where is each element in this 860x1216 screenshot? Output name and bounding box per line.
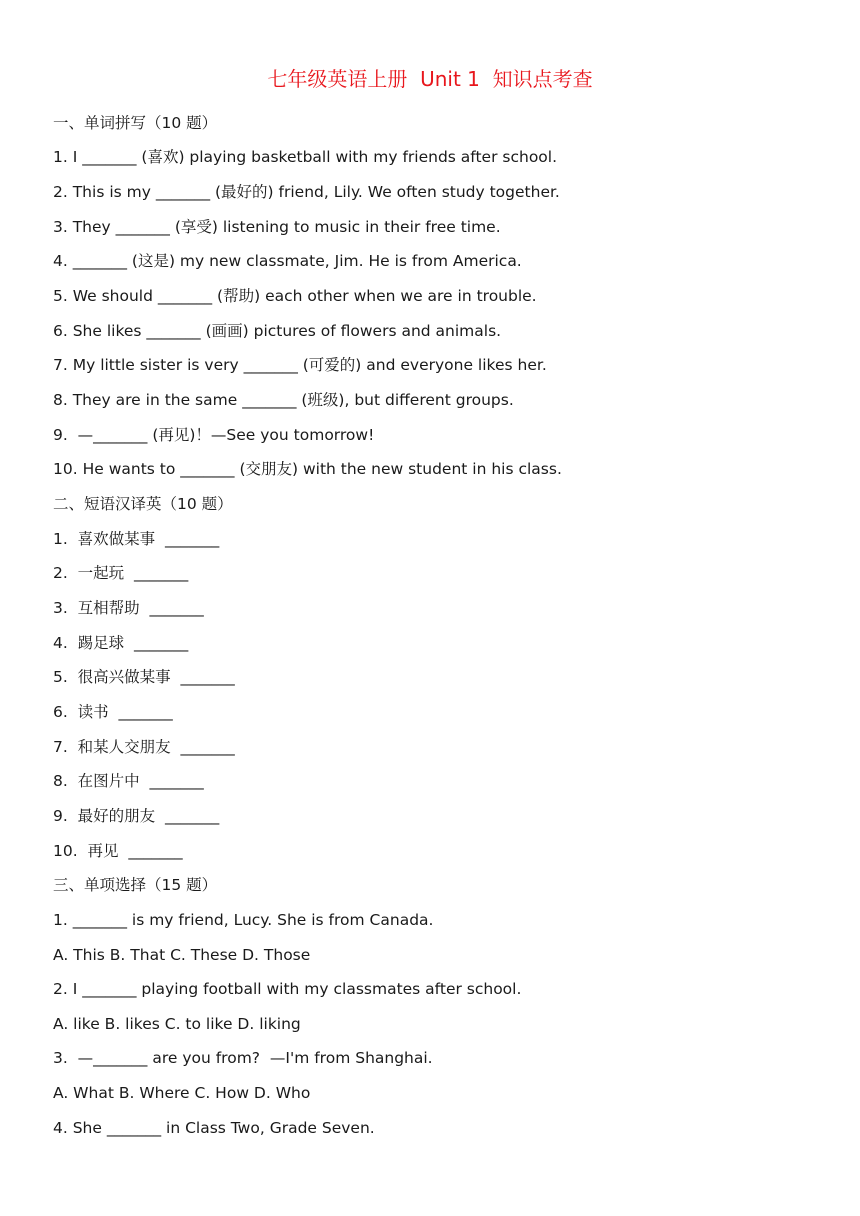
document-title: 七年级英语上册 Unit 1 知识点考查	[267, 67, 593, 91]
question-line: 4. _______ (这是) my new classmate, Jim. He is from America.	[53, 252, 522, 270]
phrase-line: 1. 喜欢做某事 _______	[53, 530, 220, 548]
question-line: 9. —_______ (再见)！—See you tomorrow!	[53, 426, 375, 444]
phrase-line: 9. 最好的朋友 _______	[53, 807, 220, 825]
choice-options: A. What B. Where C. How D. Who	[53, 1084, 311, 1102]
question-line: 1. I _______ (喜欢) playing basketball with my friends after school.	[53, 148, 558, 166]
question-line: 6. She likes _______ (画画) pictures of flowers and animals.	[53, 322, 502, 340]
phrase-line: 4. 踢足球 _______	[53, 634, 189, 652]
phrase-line: 5. 很高兴做某事 _______	[53, 668, 235, 686]
choice-options: A. This B. That C. These D. Those	[53, 946, 311, 964]
phrase-line: 7. 和某人交朋友 _______	[53, 738, 235, 756]
section-heading-word-spelling: 一、单词拼写（10 题）	[53, 114, 218, 132]
phrase-line: 2. 一起玩 _______	[53, 564, 189, 582]
choice-question-stem: 4. She _______ in Class Two, Grade Seven.	[53, 1119, 375, 1137]
phrase-line: 8. 在图片中 _______	[53, 772, 204, 790]
question-line: 7. My little sister is very _______ (可爱的) and everyone likes her.	[53, 356, 547, 374]
choice-question-stem: 2. I _______ playing football with my classmates after school.	[53, 980, 522, 998]
choice-question-stem: 3. —_______ are you from? —I'm from Shanghai.	[53, 1049, 433, 1067]
phrase-line: 10. 再见 _______	[53, 842, 183, 860]
section-heading-multiple-choice: 三、单项选择（15 题）	[53, 876, 218, 894]
choice-options: A. like B. likes C. to like D. liking	[53, 1015, 301, 1033]
choice-question-stem: 1. _______ is my friend, Lucy. She is from Canada.	[53, 911, 434, 929]
question-line: 3. They _______ (享受) listening to music in their free time.	[53, 218, 501, 236]
question-line: 2. This is my _______ (最好的) friend, Lily. We often study together.	[53, 183, 560, 201]
question-line: 10. He wants to _______ (交朋友) with the new student in his class.	[53, 460, 562, 478]
question-line: 5. We should _______ (帮助) each other when we are in trouble.	[53, 287, 537, 305]
phrase-line: 6. 读书 _______	[53, 703, 173, 721]
phrase-line: 3. 互相帮助 _______	[53, 599, 204, 617]
section-heading-phrase-translation: 二、短语汉译英（10 题）	[53, 495, 233, 513]
question-line: 8. They are in the same _______ (班级), but different groups.	[53, 391, 514, 409]
